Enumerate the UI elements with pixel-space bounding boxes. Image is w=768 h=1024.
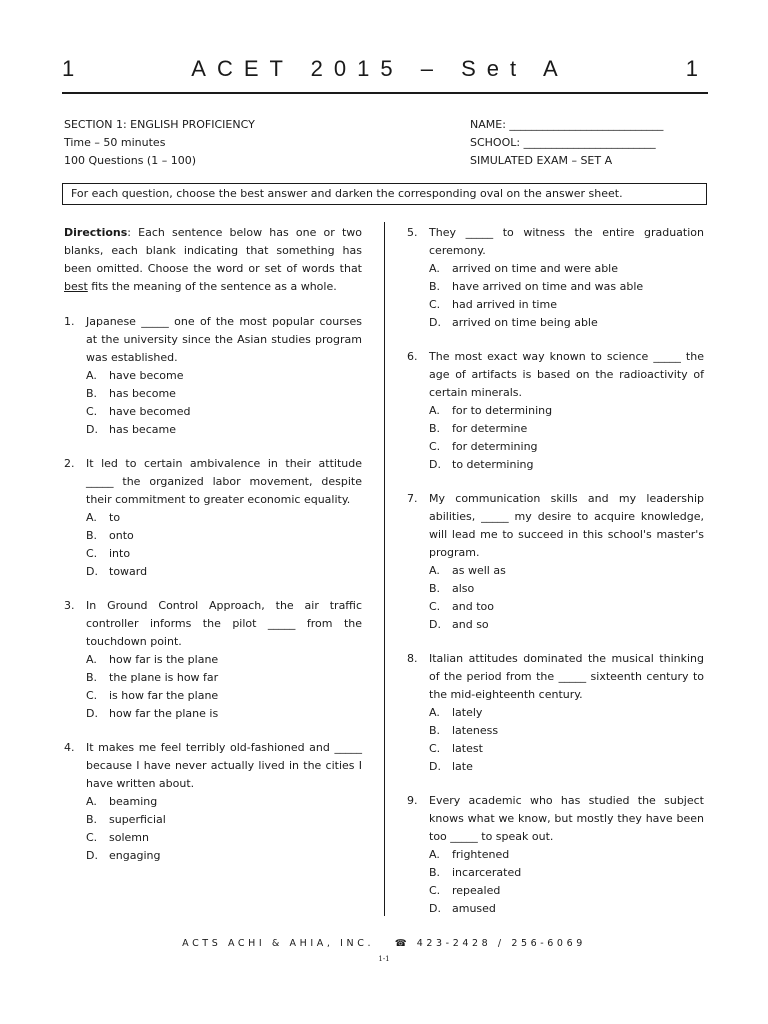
time-limit: Time – 50 minutes [64, 136, 166, 149]
answer-option [429, 864, 704, 882]
header-rule [62, 92, 708, 94]
option-letter: B. [429, 866, 441, 879]
option-letter: B. [86, 529, 98, 542]
name-field: NAME: ____________________________ [470, 118, 664, 131]
option-text: frightened [452, 848, 510, 861]
option-text: arrived on time and were able [452, 262, 618, 275]
answer-option [86, 811, 362, 829]
option-text: and so [452, 618, 489, 631]
option-letter: D. [86, 565, 98, 578]
option-text: toward [109, 565, 148, 578]
answer-option [429, 598, 704, 616]
question [64, 597, 362, 723]
footer-company: ACTS ACHI & AHIA, INC. [182, 938, 375, 949]
option-letter: B. [429, 280, 441, 293]
answer-option [86, 509, 362, 527]
question-stem: Italian attitudes dominated the musical thinking of the period from the _____ sixteenth century to the mid-eighteenth century. [429, 652, 704, 701]
section-info [64, 116, 255, 170]
footer-phone: ☎ 423-2428 / 256-6069 [394, 938, 586, 949]
option-letter: D. [429, 902, 441, 915]
option-text: how far the plane is [109, 707, 219, 720]
option-letter: B. [86, 813, 98, 826]
question-number: 9. [407, 794, 418, 807]
question-count: 100 Questions (1 – 100) [64, 154, 196, 167]
option-letter: B. [86, 387, 98, 400]
option-letter: C. [86, 405, 98, 418]
option-text: have becomed [109, 405, 191, 418]
answer-option [86, 847, 362, 865]
question-number: 7. [407, 492, 418, 505]
option-text: have become [109, 369, 184, 382]
option-letter: D. [429, 316, 441, 329]
answer-option [86, 385, 362, 403]
right-column [407, 224, 704, 934]
option-text: also [452, 582, 475, 595]
header-title: ACET 2015 – Set A [191, 56, 569, 81]
answer-option [86, 829, 362, 847]
option-letter: A. [86, 795, 97, 808]
question [407, 792, 704, 918]
instruction-box: For each question, choose the best answer and darken the corresponding oval on the answer sheet. [62, 183, 707, 205]
answer-option [429, 402, 704, 420]
answer-option [429, 296, 704, 314]
section-title: SECTION 1: ENGLISH PROFICIENCY [64, 118, 255, 131]
directions-underlined: best [64, 280, 88, 293]
page-number: 1-1 [378, 955, 390, 963]
option-text: has became [109, 423, 176, 436]
option-text: beaming [109, 795, 158, 808]
answer-option [429, 580, 704, 598]
option-letter: C. [86, 547, 98, 560]
option-letter: D. [86, 849, 98, 862]
answer-option [429, 438, 704, 456]
answer-option [429, 704, 704, 722]
answer-option [86, 793, 362, 811]
option-text: amused [452, 902, 496, 915]
answer-option [429, 260, 704, 278]
option-letter: D. [86, 707, 98, 720]
left-column [64, 224, 362, 881]
answer-option [86, 403, 362, 421]
footer [0, 938, 768, 949]
option-letter: C. [429, 600, 441, 613]
option-letter: A. [429, 706, 440, 719]
answer-option [86, 669, 362, 687]
option-letter: A. [86, 369, 97, 382]
school-field: SCHOOL: ________________________ [470, 136, 656, 149]
option-text: to determining [452, 458, 534, 471]
option-text: for determining [452, 440, 538, 453]
option-letter: B. [429, 724, 441, 737]
option-text: arrived on time being able [452, 316, 598, 329]
option-letter: C. [429, 884, 441, 897]
answer-option [429, 758, 704, 776]
option-letter: C. [429, 742, 441, 755]
question-number: 5. [407, 226, 418, 239]
option-text: have arrived on time and was able [452, 280, 644, 293]
option-text: onto [109, 529, 134, 542]
answer-option [86, 527, 362, 545]
answer-option [86, 421, 362, 439]
answer-option [86, 563, 362, 581]
option-letter: A. [429, 848, 440, 861]
answer-option [429, 900, 704, 918]
option-letter: B. [429, 582, 441, 595]
answer-option [86, 367, 362, 385]
option-text: superficial [109, 813, 166, 826]
option-text: the plane is how far [109, 671, 219, 684]
option-text: into [109, 547, 131, 560]
directions-text-before: : Each sentence below has one or two blanks, each blank indicating that something has been omitted. Choose the word or set of words that [64, 226, 362, 275]
question-stem: It led to certain ambivalence in their attitude _____ the organized labor movement, despite their commitment to greater economic equality. [86, 457, 362, 506]
column-divider [384, 222, 385, 916]
answer-option [429, 882, 704, 900]
question-stem: Every academic who has studied the subject knows what we know, but mostly they have been too _____ to speak out. [429, 794, 704, 843]
question-stem: Japanese _____ one of the most popular courses at the university since the Asian studies program was established. [86, 315, 362, 364]
option-text: had arrived in time [452, 298, 557, 311]
option-text: lately [452, 706, 483, 719]
question-number: 2. [64, 457, 75, 470]
header-right-number: 1 [685, 56, 698, 81]
answer-option [429, 314, 704, 332]
directions [64, 224, 362, 296]
question-stem: In Ground Control Approach, the air traffic controller informs the pilot _____ from the touchdown point. [86, 599, 362, 648]
option-letter: A. [429, 564, 440, 577]
question-number: 8. [407, 652, 418, 665]
directions-label: Directions [64, 226, 128, 239]
question-stem: The most exact way known to science _____ the age of artifacts is based on the radioactivity of certain minerals. [429, 350, 704, 399]
option-letter: B. [429, 422, 441, 435]
option-text: engaging [109, 849, 161, 862]
option-letter: A. [86, 653, 97, 666]
option-letter: A. [86, 511, 97, 524]
option-text: how far is the plane [109, 653, 219, 666]
option-text: has become [109, 387, 176, 400]
option-letter: D. [429, 760, 441, 773]
option-letter: A. [429, 262, 440, 275]
header-left-number: 1 [62, 56, 75, 81]
question [407, 224, 704, 332]
answer-option [429, 456, 704, 474]
question [407, 348, 704, 474]
option-text: for to determining [452, 404, 553, 417]
answer-option [86, 545, 362, 563]
question-number: 1. [64, 315, 75, 328]
option-letter: C. [86, 689, 98, 702]
option-text: solemn [109, 831, 149, 844]
question-stem: It makes me feel terribly old-fashioned and _____ because I have never actually lived in the cities I have written about. [86, 741, 362, 790]
option-letter: D. [86, 423, 98, 436]
question [407, 490, 704, 634]
exam-label: SIMULATED EXAM – SET A [470, 154, 613, 167]
answer-option [429, 740, 704, 758]
answer-option [86, 705, 362, 723]
answer-option [429, 722, 704, 740]
option-text: for determine [452, 422, 528, 435]
question-stem: My communication skills and my leadership abilities, _____ my desire to acquire knowledge, will lead me to succeed in this school's master's program. [429, 492, 704, 559]
page-header [62, 56, 698, 82]
question [407, 650, 704, 776]
option-text: and too [452, 600, 494, 613]
answer-option [429, 420, 704, 438]
option-text: is how far the plane [109, 689, 219, 702]
option-text: to [109, 511, 121, 524]
answer-option [86, 651, 362, 669]
answer-option [429, 846, 704, 864]
option-letter: B. [86, 671, 98, 684]
answer-option [429, 278, 704, 296]
option-text: latest [452, 742, 483, 755]
question [64, 313, 362, 439]
question-number: 4. [64, 741, 75, 754]
examinee-info [470, 116, 663, 170]
answer-option [429, 562, 704, 580]
option-letter: C. [429, 440, 441, 453]
option-letter: D. [429, 458, 441, 471]
question [64, 455, 362, 581]
answer-option [429, 616, 704, 634]
option-text: lateness [452, 724, 499, 737]
option-letter: C. [86, 831, 98, 844]
option-text: late [452, 760, 473, 773]
option-letter: A. [429, 404, 440, 417]
question-stem: They _____ to witness the entire graduation ceremony. [429, 226, 704, 257]
question-number: 6. [407, 350, 418, 363]
question-number: 3. [64, 599, 75, 612]
option-text: as well as [452, 564, 506, 577]
option-text: repealed [452, 884, 501, 897]
directions-text-after: fits the meaning of the sentence as a whole. [87, 280, 337, 293]
question [64, 739, 362, 865]
answer-option [86, 687, 362, 705]
option-letter: D. [429, 618, 441, 631]
option-text: incarcerated [452, 866, 522, 879]
option-letter: C. [429, 298, 441, 311]
